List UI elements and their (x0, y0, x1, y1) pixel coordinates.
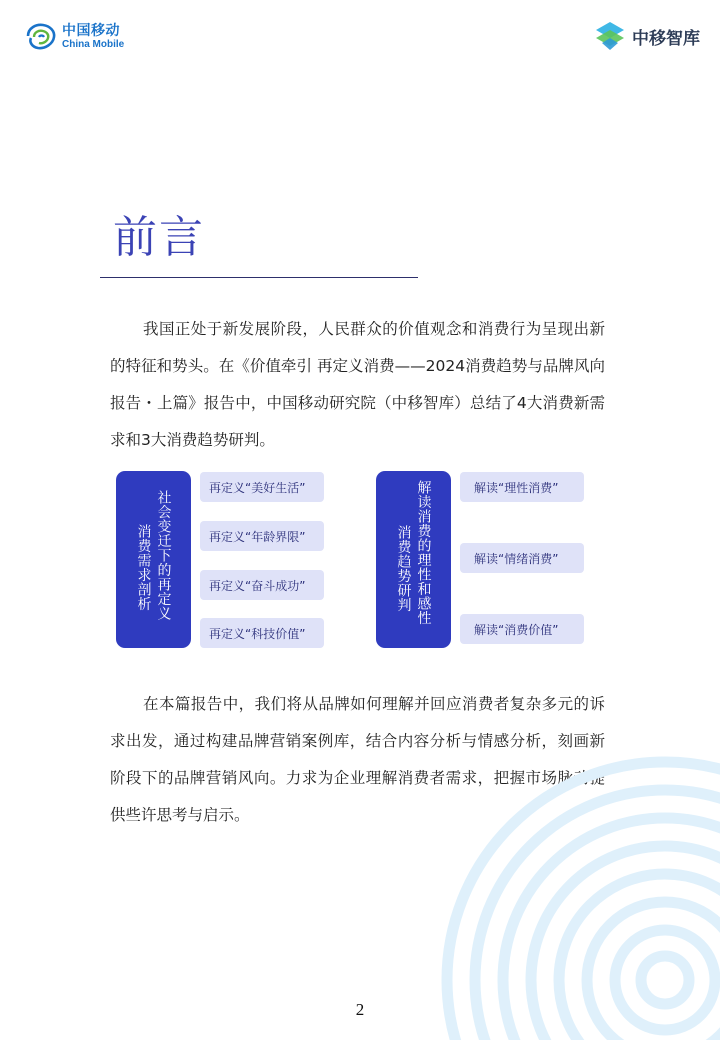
china-mobile-name-en: China Mobile (62, 39, 125, 50)
diagram-right-item: 解读“理性消费” (460, 472, 584, 502)
diagram-left-heading-2: 社会变迁下的再定义 (155, 490, 172, 621)
diagram-right-heading-2: 解读消费的理性和感性 (415, 480, 432, 625)
diagram-right-heading-1: 消费趋势研判 (395, 525, 412, 612)
think-tank-emblem-icon (592, 18, 628, 54)
diagram-right-item: 解读“消费价值” (460, 614, 584, 644)
decorative-rings (440, 755, 720, 1040)
diagram-left-heading-1: 消费需求剖析 (135, 524, 152, 611)
china-mobile-name-cn: 中国移动 (62, 23, 120, 39)
diagram-left-item: 再定义“年龄界限” (200, 521, 324, 551)
diagram-left-item: 再定义“美好生活” (200, 472, 324, 502)
diagram-left-main-box (116, 471, 191, 648)
zhongyi-think-tank-logo (592, 18, 700, 54)
diagram-left-item: 再定义“奋斗成功” (200, 570, 324, 600)
china-mobile-logo (24, 22, 124, 52)
page-title: 前言 (113, 212, 205, 263)
diagram-left-item: 再定义“科技价值” (200, 618, 324, 648)
intro-paragraph-1: 我国正处于新发展阶段，人民群众的价值观念和消费行为呈现出新的特征和势头。在《价值牵引 再定义消费——2024消费趋势与品牌风向报告・上篇》报告中，中国移动研究院（中移智库）总结了4大消费新需求和3大消费趋势研判。 (110, 320, 605, 449)
diagram-right-main-box (376, 471, 451, 648)
diagram-right-item: 解读“情绪消费” (460, 543, 584, 573)
intro-paragraph-2: 在本篇报告中，我们将从品牌如何理解并回应消费者复杂多元的诉求出发，通过构建品牌营销案例库，结合内容分析与情感分析，刻画新阶段下的品牌营销风向。力求为企业理解消费者需求，把握市场脉动提供些许思考与启示。 (110, 695, 605, 824)
think-tank-name: 中移智库 (632, 28, 700, 49)
china-mobile-emblem-icon (24, 22, 58, 52)
title-divider (100, 277, 418, 278)
page-number: 2 (355, 1000, 365, 1019)
